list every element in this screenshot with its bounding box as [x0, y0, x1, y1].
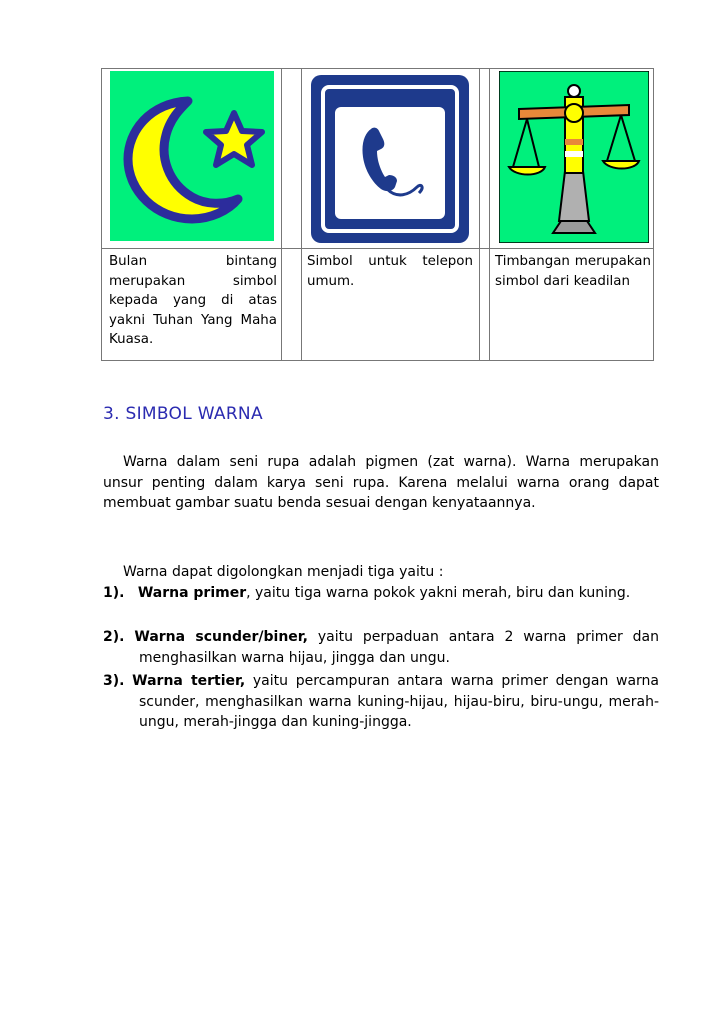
item-text: yaitu percampuran antara warna primer dengan warna scunder, menghasilkan warna kuning-hijau, hijau-biru, biru-ungu, merah-ungu, merah-jingga dan kuning-jingga.: [139, 673, 660, 731]
symbol-caption: Simbol untuk telepon umum.: [307, 254, 473, 289]
paragraph-text: Warna dalam seni rupa adalah pigmen (zat warna). Warna merupakan unsur penting dalam karya seni rupa. Karena melalui warna orang dapat membuat gambar suatu benda sesuai dengan kenyataannya.: [103, 454, 659, 512]
list-item: [103, 671, 659, 733]
item-text: yaitu perpaduan antara 2 warna primer dan menghasilkan warna hijau, jingga dan ungu.: [139, 629, 659, 666]
item-number: 3).: [103, 673, 125, 689]
paragraph-text: Warna dapat digolongkan menjadi tiga yaitu :: [123, 564, 444, 580]
list-item: [103, 583, 659, 604]
table-divider: [281, 69, 282, 360]
item-number: 2).: [103, 629, 125, 645]
item-term: Warna tertier,: [132, 673, 246, 689]
scales-icon: [499, 71, 649, 243]
table-divider: [301, 69, 302, 360]
section-title: 3. SIMBOL WARNA: [103, 404, 263, 424]
telephone-icon: [307, 71, 473, 247]
item-text: , yaitu tiga warna pokok yakni merah, biru dan kuning.: [246, 585, 631, 601]
table-divider: [479, 69, 480, 360]
symbol-caption: Bulan bintang merupakan simbol kepada yang di atas yakni Tuhan Yang Maha Kuasa.: [109, 254, 277, 348]
symbol-caption: Timbangan merupakan simbol dari keadilan: [495, 254, 651, 289]
symbol-table: [101, 68, 654, 361]
table-divider: [489, 69, 490, 360]
table-divider: [102, 248, 653, 249]
paragraph: [103, 452, 659, 514]
crescent-star-icon: [110, 71, 274, 241]
item-term: Warna scunder/biner,: [134, 629, 308, 645]
item-number: 1).: [103, 585, 125, 601]
list-item: [103, 627, 659, 668]
item-term: Warna primer: [137, 585, 247, 601]
paragraph: [103, 562, 659, 583]
